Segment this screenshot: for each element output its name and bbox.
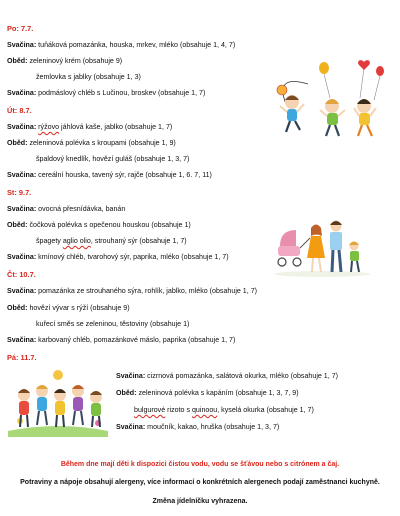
menu-line: Svačina: tuňáková pomazánka, houska, mrkev, mléko (obsahuje 1, 4, 7) bbox=[7, 41, 236, 49]
day-heading-monday: Po: 7.7. bbox=[7, 24, 34, 33]
menu-line: Svačina: rýžovo jáhlová kaše, jablko (obsahuje 1, 7) bbox=[7, 123, 173, 131]
menu-line: Oběd: zeleninová polévka s kapáním (obsahuje 1, 3, 7, 9) bbox=[116, 389, 299, 397]
menu-line: Svačina: kmínový chléb, tvarohový sýr, paprika, mléko (obsahuje 1, 7) bbox=[7, 253, 229, 261]
menu-line: Oběd: zeleninová polévka s kroupami (obsahuje 1, 9) bbox=[7, 139, 176, 147]
children-jumping-illustration bbox=[268, 54, 396, 140]
menu-line: špaldový knedlík, hovězí guláš (obsahuje 1, 3, 7) bbox=[36, 155, 190, 163]
menu-line: bulgurové rizoto s quinoou, kyselá okurka (obsahuje 1, 7) bbox=[134, 406, 314, 414]
allergen-notice: Potraviny a nápoje obsahují alergeny, více informací o konkrétních alergenech podají zaměstnanci kuchyně. bbox=[20, 479, 380, 486]
menu-line: Oběd: čočková polévka s opečenou houskou (obsahuje 1) bbox=[7, 221, 191, 229]
family-stroller-illustration bbox=[270, 216, 374, 278]
menu-line: Oběd: zeleninový krém (obsahuje 9) bbox=[7, 57, 123, 65]
menu-line: špagety aglio olio, strouhaný sýr (obsahuje 1, 7) bbox=[36, 237, 187, 245]
water-notice: Během dne mají děti k dispozici čistou vodu, vodu se šťávou nebo s citrónem a čaj. bbox=[60, 461, 340, 468]
menu-line: kuřecí směs se zeleninou, těstoviny (obsahuje 1) bbox=[36, 320, 190, 328]
menu-change-notice: Změna jídelníčku vyhrazena. bbox=[152, 498, 248, 505]
menu-line: Svačina: pomazánka ze strouhaného sýra, rohlík, jablko, mléko (obsahuje 1, 7) bbox=[7, 287, 258, 295]
menu-line: Oběd: hovězí vývar s rýží (obsahuje 9) bbox=[7, 304, 130, 312]
menu-line: žemlovka s jablky (obsahuje 1, 3) bbox=[36, 73, 141, 81]
menu-line: Svačina: karbovaný chléb, pomazánkové máslo, paprika (obsahuje 1, 7) bbox=[7, 336, 236, 344]
day-heading-friday: Pá: 11.7. bbox=[7, 353, 37, 362]
menu-line: Svačina: ovocná přesnídávka, banán bbox=[7, 205, 126, 213]
menu-line: Svačina: moučník, kakao, hruška (obsahuje 1, 3, 7) bbox=[116, 423, 280, 431]
day-heading-wednesday: St: 9.7. bbox=[7, 188, 32, 197]
menu-line: Svačina: cizrnová pomazánka, salátová okurka, mléko (obsahuje 1, 7) bbox=[116, 372, 339, 380]
children-group-illustration bbox=[6, 365, 110, 437]
menu-line: Svačina: podmáslový chléb s Lučinou, broskev (obsahuje 1, 7) bbox=[7, 89, 206, 97]
day-heading-tuesday: Út: 8.7. bbox=[7, 106, 32, 115]
day-heading-thursday: Čt: 10.7. bbox=[7, 270, 36, 279]
menu-line: Svačina: cereální houska, tavený sýr, rajče (obsahuje 1, 6. 7, 11) bbox=[7, 171, 212, 179]
